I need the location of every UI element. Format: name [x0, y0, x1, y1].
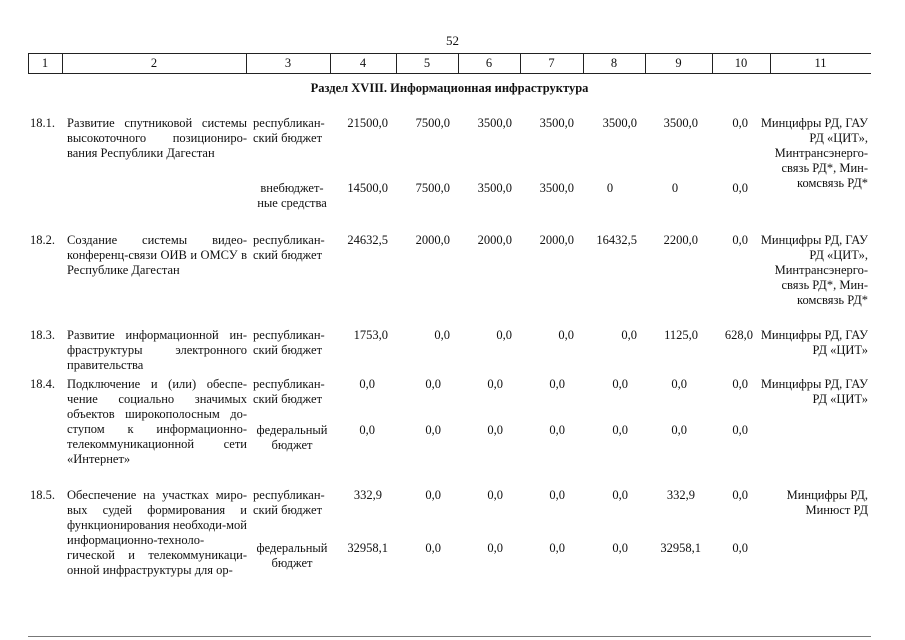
- value-cell: 0,0: [612, 541, 628, 555]
- value-cell: 628,0: [724, 328, 753, 342]
- responsible: Минцифры РД, Минюст РД: [786, 488, 868, 517]
- value-cell: 0,0: [621, 328, 637, 342]
- responsible: Минцифры РД, ГАУ РД «ЦИТ», Минтрансэнерго-связь РД*, Мин-комсвязь РД*: [760, 233, 868, 307]
- value-total: 14500,0: [347, 181, 388, 195]
- funding-source: республикан-ский бюджет: [253, 233, 325, 262]
- value-cell: 0,0: [549, 423, 565, 437]
- value-total: 21500,0: [347, 116, 388, 130]
- page-number: 52: [446, 33, 459, 48]
- value-cell: 2000,0: [539, 233, 574, 247]
- row-name: Подключение и (или) обеспе-чение социально значимых объектов широкополосным до-ступом к информационно-телекоммуникационной сети «Интернет»: [67, 377, 247, 466]
- value-cell: 0,0: [549, 377, 565, 391]
- value-cell: 0,0: [425, 423, 441, 437]
- header-cell: 2: [150, 56, 158, 70]
- value-cell: 0,0: [425, 488, 441, 502]
- value-cell: 2000,0: [477, 233, 512, 247]
- funding-source: республикан-ский бюджет: [253, 328, 325, 357]
- row-number: 18.3.: [30, 328, 55, 342]
- value-cell: 0,0: [671, 377, 687, 391]
- value-cell: 0,0: [612, 423, 628, 437]
- value-cell: 0: [606, 181, 614, 195]
- value-total: 24632,5: [347, 233, 388, 247]
- funding-source: республикан-ский бюджет: [253, 377, 325, 406]
- header-cell: 8: [610, 56, 618, 70]
- row-number: 18.2.: [30, 233, 55, 247]
- value-cell: 0,0: [732, 181, 748, 195]
- value-cell: 7500,0: [415, 116, 450, 130]
- row-number: 18.4.: [30, 377, 55, 391]
- value-total: 0,0: [359, 377, 375, 391]
- row-number: 18.5.: [30, 488, 55, 502]
- header-cell: 1: [41, 56, 49, 70]
- header-cell: 10: [734, 56, 748, 70]
- header-cell: 4: [359, 56, 367, 70]
- value-cell: 0,0: [671, 423, 687, 437]
- page-bottom-edge: [28, 636, 871, 637]
- value-total: 332,9: [353, 488, 382, 502]
- header-cell: 3: [284, 56, 292, 70]
- value-cell: 0,0: [487, 488, 503, 502]
- funding-source: федеральный бюджет: [256, 423, 328, 452]
- row-number: 18.1.: [30, 116, 55, 130]
- value-cell: 3500,0: [539, 116, 574, 130]
- value-cell: 0,0: [487, 377, 503, 391]
- responsible: Минцифры РД, ГАУ РД «ЦИТ»: [760, 328, 868, 357]
- funding-source: республикан-ский бюджет: [253, 116, 325, 145]
- row-name: Создание системы видео-конференц-связи ОИВ и ОМСУ в Республике Дагестан: [67, 233, 247, 277]
- value-cell: 16432,5: [596, 233, 637, 247]
- value-cell: 0,0: [496, 328, 512, 342]
- value-cell: 0,0: [487, 423, 503, 437]
- value-cell: 0,0: [487, 541, 503, 555]
- value-cell: 3500,0: [477, 116, 512, 130]
- responsible: Минцифры РД, ГАУ РД «ЦИТ», Минтрансэнерго-связь РД*, Мин-комсвязь РД*: [760, 116, 868, 190]
- header-cell: 11: [814, 56, 827, 70]
- value-cell: 0,0: [549, 541, 565, 555]
- value-total: 32958,1: [347, 541, 388, 555]
- responsible: Минцифры РД, ГАУ РД «ЦИТ»: [760, 377, 868, 406]
- value-cell: 2200,0: [663, 233, 698, 247]
- funding-source: внебюджет-ные средства: [257, 181, 327, 210]
- funding-source: федеральный бюджет: [256, 541, 328, 570]
- row-name: Развитие спутниковой системы высокоточного позициониро-вания Республики Дагестан: [67, 116, 247, 160]
- funding-source: республикан-ский бюджет: [253, 488, 325, 517]
- value-cell: 0,0: [732, 541, 748, 555]
- value-cell: 0,0: [732, 423, 748, 437]
- value-cell: 0,0: [612, 488, 628, 502]
- value-cell: 2000,0: [415, 233, 450, 247]
- value-total: 0,0: [359, 423, 375, 437]
- value-cell: 1125,0: [664, 328, 698, 342]
- section-title: Раздел XVIII. Информационная инфраструктура: [310, 81, 589, 95]
- value-cell: 0: [671, 181, 679, 195]
- value-cell: 0,0: [558, 328, 574, 342]
- value-cell: 0,0: [732, 116, 748, 130]
- value-cell: 7500,0: [415, 181, 450, 195]
- value-cell: 3500,0: [663, 116, 698, 130]
- header-cell: 6: [485, 56, 493, 70]
- row-name: Развитие информационной ин-фраструктуры электронного правительства: [67, 328, 247, 372]
- header-cell: 9: [675, 56, 682, 70]
- header-cell: 7: [548, 56, 555, 70]
- value-cell: 332,9: [666, 488, 695, 502]
- value-cell: 3500,0: [539, 181, 574, 195]
- header-top-border: [28, 53, 871, 54]
- value-cell: 32958,1: [660, 541, 701, 555]
- value-cell: 3500,0: [477, 181, 512, 195]
- value-cell: 3500,0: [602, 116, 637, 130]
- value-cell: 0,0: [732, 377, 748, 391]
- value-cell: 0,0: [434, 328, 450, 342]
- header-cell: 5: [423, 56, 431, 70]
- value-cell: 0,0: [425, 541, 441, 555]
- value-total: 1753,0: [353, 328, 388, 342]
- header-bottom-border: [28, 73, 871, 74]
- row-name: Обеспечение на участках миро-вых судей формирования и функционирования необходи-мой информационно-техноло-гической и телекоммуникаци-онной инфраструктуры для ор-: [67, 488, 247, 577]
- value-cell: 0,0: [549, 488, 565, 502]
- value-cell: 0,0: [732, 488, 748, 502]
- value-cell: 0,0: [732, 233, 748, 247]
- value-cell: 0,0: [612, 377, 628, 391]
- value-cell: 0,0: [425, 377, 441, 391]
